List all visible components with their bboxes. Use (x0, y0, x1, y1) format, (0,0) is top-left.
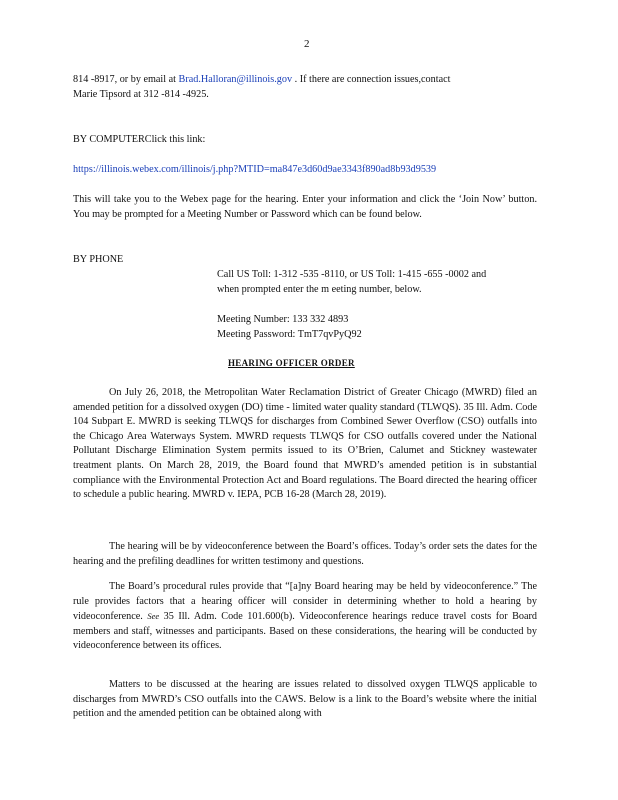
call-line-2: when prompted enter the m eeting number, below. (217, 284, 422, 295)
hearing-officer-order-heading: HEARING OFFICER ORDER (228, 358, 355, 368)
meeting-number: Meeting Number: 133 332 4893 (217, 314, 349, 325)
meeting-password: Meeting Password: TmT7qvPyQ92 (217, 329, 362, 340)
procedural-rules-text-b: 35 Ill. Adm. Code 101.600(b). Videoconference hearings reduce travel costs for Board members and staff, witnesses and participants. Based on these considerations, the hearing will be conducted by videoconference between its offices. (73, 611, 538, 652)
procedural-rules-text-a: The Board’s procedural rules provide that “[a]ny Board hearing may be held by videoconference.” The rule provides factors that a hearing officer will consider in determining whether to hold a hearing by videoconference. (73, 581, 537, 623)
page-number: 2 (304, 38, 310, 50)
call-line-1: Call US Toll: 1-312 -535 -8110, or US Toll: 1-415 -655 -0002 and (217, 269, 487, 280)
contact-line-1 (73, 73, 450, 88)
paragraph-petition: On July 26, 2018, the Metropolitan Water Reclamation District of Greater Chicago (MWRD) filed an amended petition for a dissolved oxygen (DO) time - limited water quality standard (TLWQS). 35 Ill. Adm. Code 104 Subpart E. MWRD is seeking TLWQS for discharges from Combined Sewer Overflow (CSO) outfalls into the Chicago Area Waterways System. MWRD requests TLWQS for CSO outfalls covered under the National Pollutant Discharge Elimination System permits issued to its O’Brien, Calumet and Stickney wastewater treatment plants. On March 28, 2019, the Board found that MWRD’s amended petition is in substantial compliance with the Environmental Protection Act and Board regulations. The Board directed the hearing officer to schedule a public hearing. MWRD v. IEPA, PCB 16-28 (March 28, 2019). (73, 387, 537, 501)
contact-line-1-prefix: 814 -8917, or by email at (73, 74, 176, 85)
webex-instructions: This will take you to the Webex page for the hearing. Enter your information and click the ‘Join Now’ button. You may be prompted for a Meeting Number or Password which can be found below. (73, 194, 537, 220)
by-phone-heading: BY PHONE (73, 254, 124, 265)
see-citation-signal: See (147, 611, 160, 622)
contact-line-2: Marie Tipsord at 312 -814 -4925. (73, 89, 209, 100)
webex-link[interactable]: https://illinois.webex.com/illinois/j.php?MTID=ma847e3d60d9ae3343f890ad8b93d9539 (73, 164, 437, 175)
paragraph-matters: Matters to be discussed at the hearing are issues related to dissolved oxygen TLWQS applicable to discharges from MWRD’s CSO outfalls into the CAWS. Below is a link to the Board’s website where the initial petition and the amended petition can be obtained along with (73, 679, 537, 720)
email-link[interactable]: Brad.Halloran@illinois.gov (178, 74, 293, 85)
paragraph-procedural-rules (73, 580, 537, 654)
paragraph-videoconference: The hearing will be by videoconference between the Board’s offices. Today’s order sets the dates for the hearing and the prefiling deadlines for written testimony and questions. (73, 541, 537, 567)
by-computer-heading: BY COMPUTERClick this link: (73, 134, 206, 145)
contact-line-1-suffix: . If there are connection issues,contact (294, 74, 451, 85)
